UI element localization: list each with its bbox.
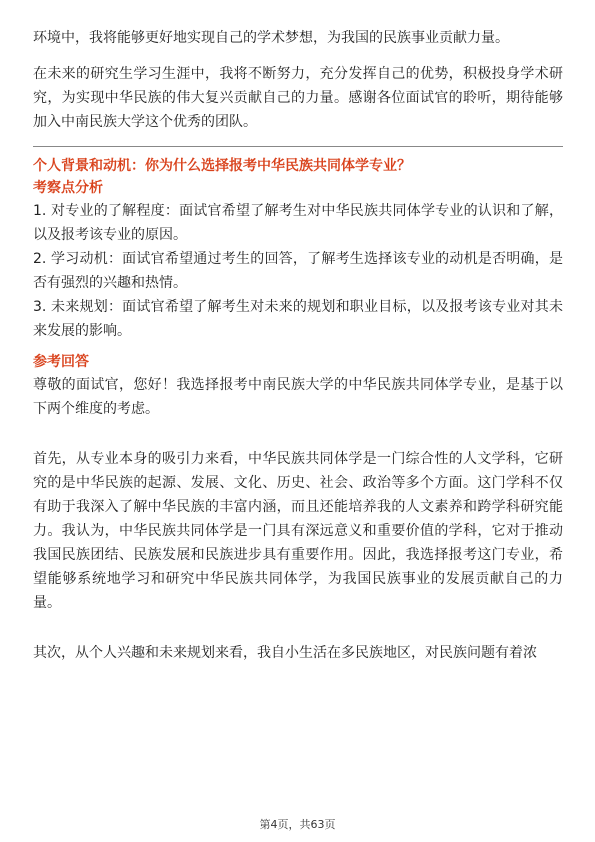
answer-paragraph-3: 其次，从个人兴趣和未来规划来看，我自小生活在多民族地区，对民族问题有着浓 <box>33 645 537 661</box>
intro-paragraph-2: 在未来的研究生学习生涯中，我将不断努力，充分发挥自己的优势，积极投身学术研究，为实现中华民族的伟大复兴贡献自己的力量。感谢各位面试官的聆听，期待能够加入中南民族大学这个优秀的团队。 <box>33 66 563 130</box>
analysis-point-1: 1. 对专业的了解程度：面试官希望了解考生对中华民族共同体学专业的认识和了解，以及报考该专业的原因。 <box>33 203 563 243</box>
document-page <box>33 26 563 665</box>
question-heading: 个人背景和动机：你为什么选择报考中华民族共同体学专业？ <box>33 158 411 174</box>
analysis-point-2: 2. 学习动机：面试官希望通过考生的回答，了解考生选择该专业的动机是否明确，是否有强烈的兴趣和热情。 <box>33 251 563 291</box>
section-divider <box>33 146 563 147</box>
answer-heading: 参考回答 <box>33 354 89 370</box>
analysis-point-3: 3. 未来规划：面试官希望了解考生对未来的规划和职业目标，以及报考该专业对其未来发展的影响。 <box>33 299 563 339</box>
answer-paragraph-1: 尊敬的面试官，您好！我选择报考中南民族大学的中华民族共同体学专业，是基于以下两个维度的考虑。 <box>33 377 563 417</box>
intro-paragraph-1: 环境中，我将能够更好地实现自己的学术梦想，为我国的民族事业贡献力量。 <box>33 30 509 46</box>
analysis-heading: 考察点分析 <box>33 180 103 196</box>
answer-paragraph-2: 首先，从专业本身的吸引力来看，中华民族共同体学是一门综合性的人文学科，它研究的是中华民族的起源、发展、文化、历史、社会、政治等多个方面。这门学科不仅有助于我深入了解中华民族的丰富内涵，而且还能培养我的人文素养和跨学科研究能力。我认为，中华民族共同体学是一门具有深远意义和重要价值的学科，它对于推动我国民族团结、民族发展和民族进步具有重要作用。因此，我选择报考这门专业，希望能够系统地学习和研究中华民族共同体学，为我国民族事业的发展贡献自己的力量。 <box>33 451 563 611</box>
page-number: 第4页，共63页 <box>259 818 336 831</box>
